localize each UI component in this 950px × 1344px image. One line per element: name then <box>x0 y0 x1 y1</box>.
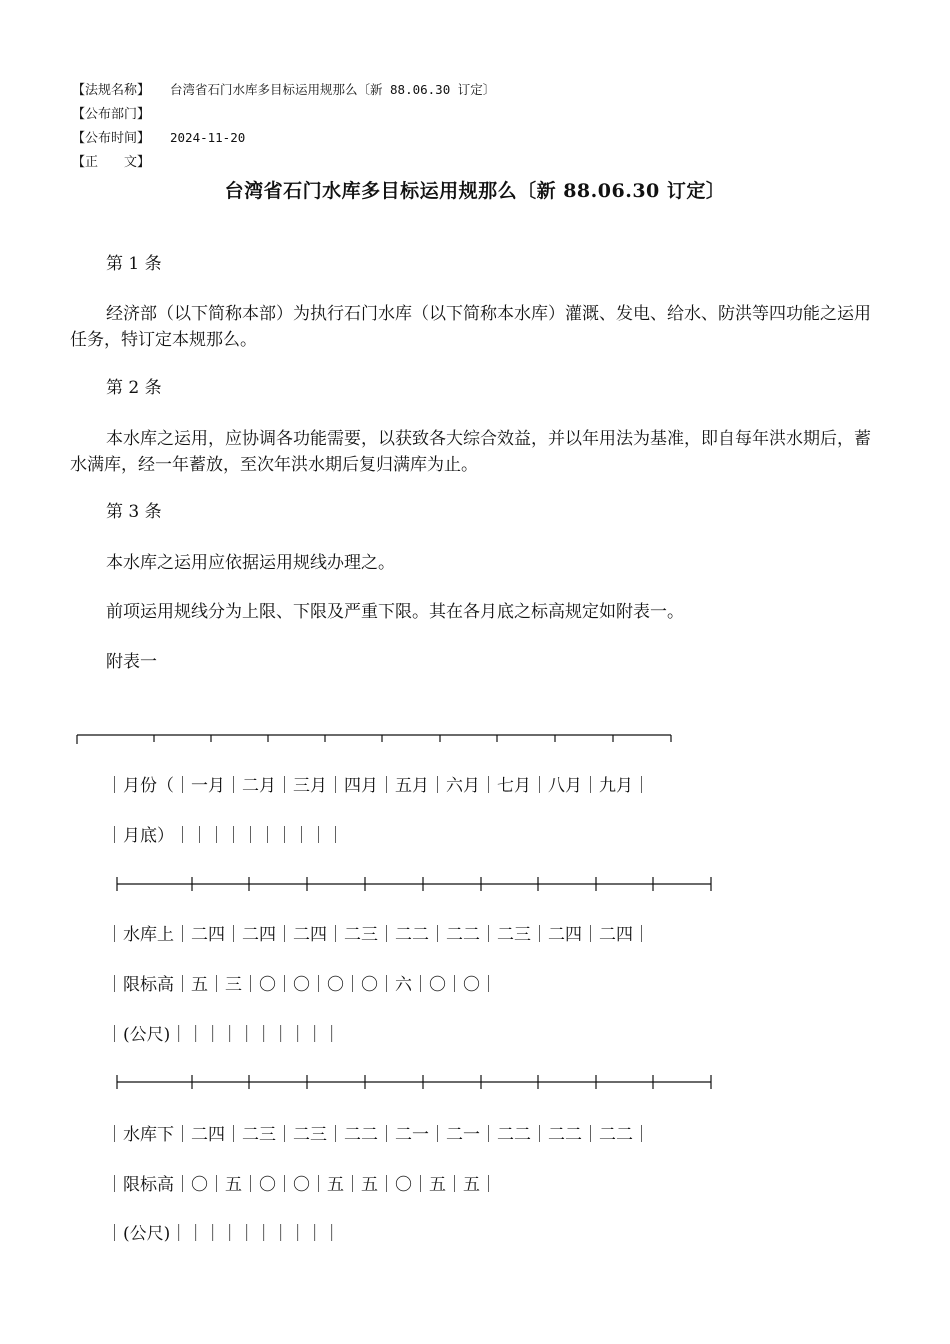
appendix-label: 附表一 <box>106 652 157 672</box>
article-3-heading: 第 3 条 <box>106 502 162 522</box>
table-top-border <box>76 734 672 744</box>
table-row: ｜限标高｜五｜三｜〇｜〇｜〇｜〇｜六｜〇｜〇｜ <box>106 975 497 995</box>
table-row: ｜水库上｜二四｜二四｜二四｜二三｜二二｜二二｜二三｜二四｜二四｜ <box>106 925 650 945</box>
table-row: ｜月底）｜｜｜｜｜｜｜｜｜｜ <box>106 826 344 846</box>
article-3-text-2: 前项运用规线分为上限、下限及严重下限。其在各月底之标高规定如附表一。 <box>106 602 684 622</box>
table-row: ｜月份（｜一月｜二月｜三月｜四月｜五月｜六月｜七月｜八月｜九月｜ <box>106 776 650 796</box>
meta-row-body <box>72 150 495 174</box>
document-title: 台湾省石门水库多目标运用规那么〔新 88.06.30 订定〕 <box>224 180 726 202</box>
table-row: ｜(公尺)｜｜｜｜｜｜｜｜｜｜ <box>106 1224 341 1244</box>
table-separator <box>116 1075 712 1089</box>
article-2-text: 本水库之运用，应协调各功能需要，以获致各大综合效益，并以年用法为基准，即自每年洪水期后，蓄水满库，经一年蓄放，至次年洪水期后复归满库为止。 <box>70 429 871 475</box>
article-1-heading: 第 1 条 <box>106 254 162 274</box>
meta-row-title <box>72 78 495 102</box>
table-row: ｜(公尺)｜｜｜｜｜｜｜｜｜｜ <box>106 1025 341 1045</box>
meta-row-date <box>72 126 495 150</box>
table-row: ｜水库下｜二四｜二三｜二三｜二二｜二一｜二一｜二二｜二二｜二二｜ <box>106 1125 650 1145</box>
table-row: ｜限标高｜〇｜五｜〇｜〇｜五｜五｜〇｜五｜五｜ <box>106 1175 497 1195</box>
meta-value: 台湾省石门水库多目标运用规那么〔新 88.06.30 订定〕 <box>170 82 496 97</box>
article-1-text: 经济部（以下简称本部）为执行石门水库（以下简称本水库）灌溉、发电、给水、防洪等四功能之运用任务，特订定本规那么。 <box>70 304 871 350</box>
meta-label: 【公布时间】 <box>72 131 151 146</box>
meta-value: 2024-11-20 <box>170 130 246 145</box>
metadata-block <box>72 78 495 174</box>
meta-row-department <box>72 102 495 126</box>
article-2-heading: 第 2 条 <box>106 378 162 398</box>
meta-label: 【正 文】 <box>72 155 151 170</box>
table-separator <box>116 877 712 891</box>
meta-label: 【法规名称】 <box>72 83 151 98</box>
article-3-text-1: 本水库之运用应依据运用规线办理之。 <box>106 553 395 573</box>
meta-label: 【公布部门】 <box>72 107 151 122</box>
